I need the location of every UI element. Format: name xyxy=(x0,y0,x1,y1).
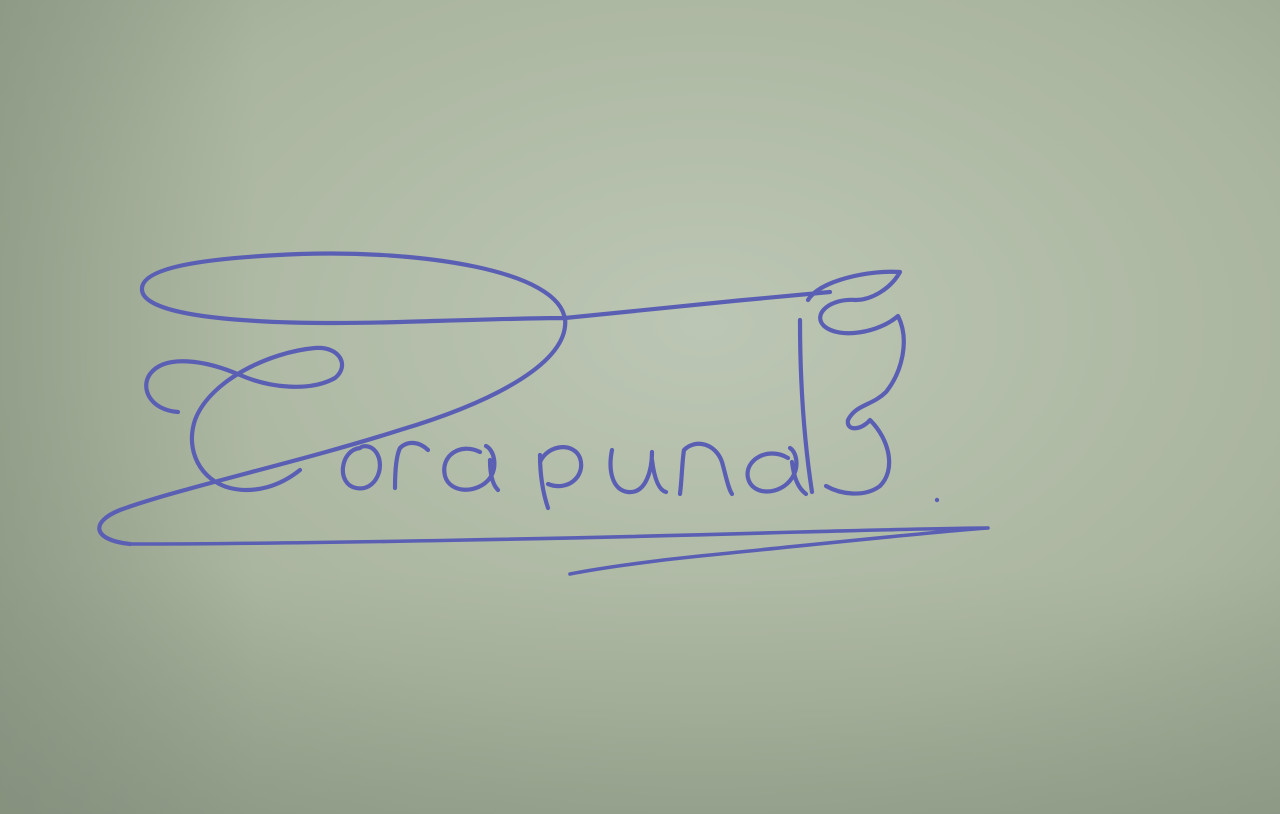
signature-dot xyxy=(935,498,939,502)
